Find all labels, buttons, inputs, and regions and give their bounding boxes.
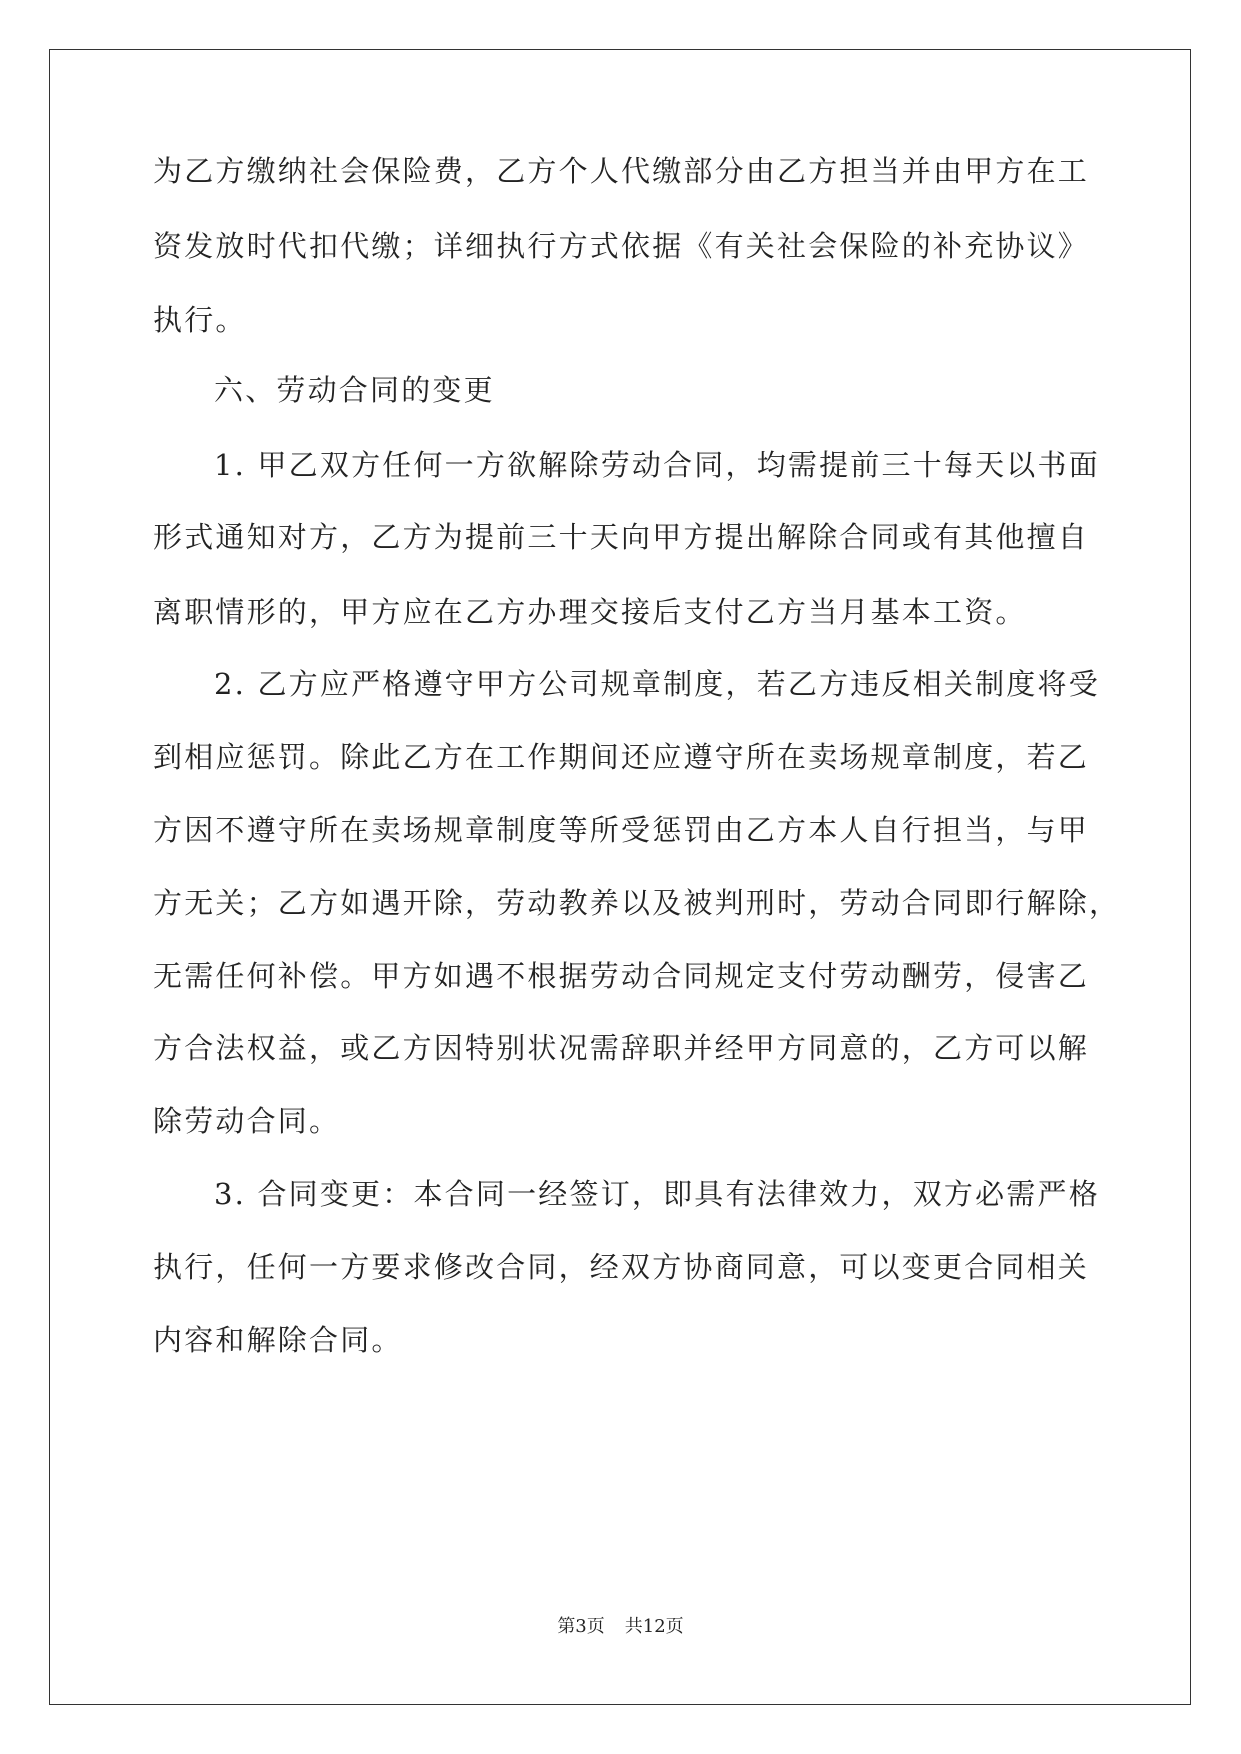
- clause-line: 1. 甲乙双方任何一方欲解除劳动合同，均需提前三十每天以书面: [214, 448, 1100, 482]
- clause-line: 3. 合同变更：本合同一经签订，即具有法律效力，双方必需严格: [214, 1177, 1100, 1211]
- section-heading: 六、劳动合同的变更: [214, 373, 495, 407]
- clause-line: 无需任何补偿。甲方如遇不根据劳动合同规定支付劳动酬劳，侵害乙: [153, 959, 1090, 993]
- clause-line: 2. 乙方应严格遵守甲方公司规章制度，若乙方违反相关制度将受: [214, 667, 1100, 701]
- clause-line: 执行，任何一方要求修改合同，经双方协商同意，可以变更合同相关: [153, 1250, 1090, 1284]
- clause-line: 到相应惩罚。除此乙方在工作期间还应遵守所在卖场规章制度，若乙: [153, 740, 1090, 774]
- page-border: [49, 49, 1191, 1705]
- clause-line: 内容和解除合同。: [153, 1323, 403, 1357]
- page-footer: [0, 1612, 1241, 1638]
- page-total: 共12页: [624, 1616, 684, 1637]
- clause-line: 方合法权益，或乙方因特别状况需辞职并经甲方同意的，乙方可以解: [153, 1031, 1090, 1065]
- clause-line: 方因不遵守所在卖场规章制度等所受惩罚由乙方本人自行担当，与甲: [153, 813, 1090, 847]
- clause-line: 离职情形的，甲方应在乙方办理交接后支付乙方当月基本工资。: [153, 595, 1027, 629]
- paragraph-line: 资发放时代扣代缴；详细执行方式依据《有关社会保险的补充协议》: [153, 229, 1090, 263]
- page-number: 第3页: [557, 1616, 605, 1637]
- clause-line: 除劳动合同。: [153, 1104, 341, 1138]
- paragraph-line: 执行。: [153, 303, 247, 337]
- clause-line: 方无关；乙方如遇开除，劳动教养以及被判刑时，劳动合同即行解除，: [153, 886, 1121, 920]
- paragraph-line: 为乙方缴纳社会保险费，乙方个人代缴部分由乙方担当并由甲方在工: [153, 154, 1090, 188]
- clause-line: 形式通知对方，乙方为提前三十天向甲方提出解除合同或有其他擅自: [153, 520, 1090, 554]
